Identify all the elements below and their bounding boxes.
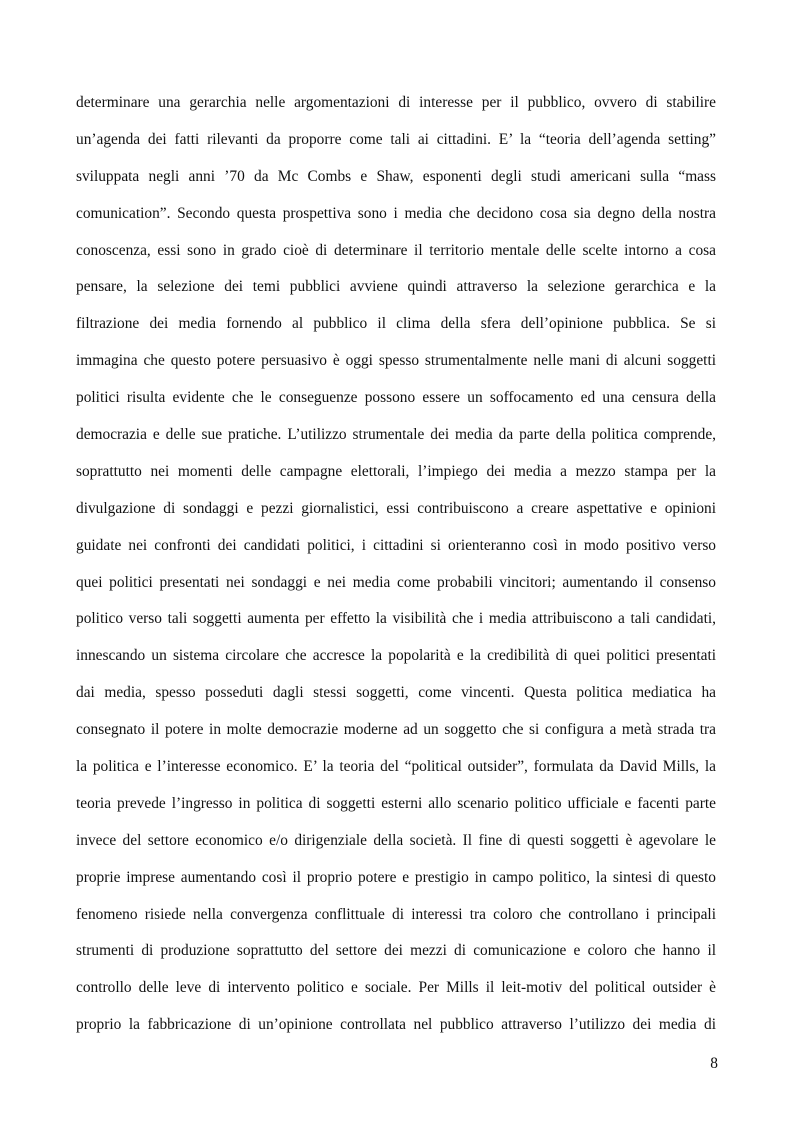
text-line: fenomeno risiede nella convergenza conflittuale di interessi tra coloro che controllano i principali [76, 905, 716, 923]
body-text [76, 92, 716, 1051]
text-line: quei politici presentati nei sondaggi e nei media come probabili vincitori; aumentando il consenso [76, 573, 716, 591]
text-line: politico verso tali soggetti aumenta per effetto la visibilità che i media attribuiscono a tali candidati, [76, 610, 716, 628]
text-line: proprie imprese aumentando così il proprio potere e prestigio in campo politico, la sintesi di questo [76, 868, 716, 886]
page-number: 8 [710, 1055, 718, 1072]
text-line: democrazia e delle sue pratiche. L’utilizzo strumentale dei media da parte della politica comprende, [76, 426, 716, 444]
text-line: invece del settore economico e/o dirigenziale della società. Il fine di questi soggetti è agevolare le [76, 831, 716, 849]
text-line: innescando un sistema circolare che accresce la popolarità e la credibilità di quei politici presentati [76, 647, 716, 665]
text-line: un’agenda dei fatti rilevanti da proporre come tali ai cittadini. E’ la “teoria dell’agenda setting” [76, 130, 716, 148]
text-line: la politica e l’interesse economico. E’ la teoria del “political outsider”, formulata da David Mills, la [76, 758, 716, 776]
text-line: politici risulta evidente che le conseguenze possono essere un soffocamento ed una censura della [76, 389, 716, 407]
text-line: controllo delle leve di intervento politico e sociale. Per Mills il leit-motiv del political outsider è [76, 979, 716, 997]
text-line: comunication”. Secondo questa prospettiva sono i media che decidono cosa sia degno della nostra [76, 204, 716, 222]
text-line: teoria prevede l’ingresso in politica di soggetti esterni allo scenario politico ufficiale e facenti parte [76, 794, 716, 812]
text-line: soprattutto nei momenti delle campagne elettorali, l’impiego dei media a mezzo stampa per la [76, 462, 716, 480]
text-line: dai media, spesso posseduti dagli stessi soggetti, come vincenti. Questa politica mediatica ha [76, 684, 716, 702]
text-line: pensare, la selezione dei temi pubblici avviene quindi attraverso la selezione gerarchica e la [76, 278, 716, 296]
text-line: guidate nei confronti dei candidati politici, i cittadini si orienteranno così in modo positivo verso [76, 536, 716, 554]
text-line: proprio la fabbricazione di un’opinione controllata nel pubblico attraverso l’utilizzo dei media di [76, 1016, 716, 1034]
text-line: conoscenza, essi sono in grado cioè di determinare il territorio mentale delle scelte intorno a cosa [76, 241, 716, 259]
text-line: filtrazione dei media fornendo al pubblico il clima della sfera dell’opinione pubblica. Se si [76, 315, 716, 333]
text-line: sviluppata negli anni ’70 da Mc Combs e Shaw, esponenti degli studi americani sulla “mass [76, 167, 716, 185]
text-line: immagina che questo potere persuasivo è oggi spesso strumentalmente nelle mani di alcuni soggetti [76, 352, 716, 370]
text-line: determinare una gerarchia nelle argomentazioni di interesse per il pubblico, ovvero di stabilire [76, 94, 716, 111]
text-line: strumenti di produzione soprattutto del settore dei mezzi di comunicazione e coloro che hanno il [76, 942, 716, 960]
text-line: consegnato il potere in molte democrazie moderne ad un soggetto che si configura a metà strada tra [76, 721, 716, 739]
text-line: divulgazione di sondaggi e pezzi giornalistici, essi contribuiscono a creare aspettative e opinioni [76, 499, 716, 517]
